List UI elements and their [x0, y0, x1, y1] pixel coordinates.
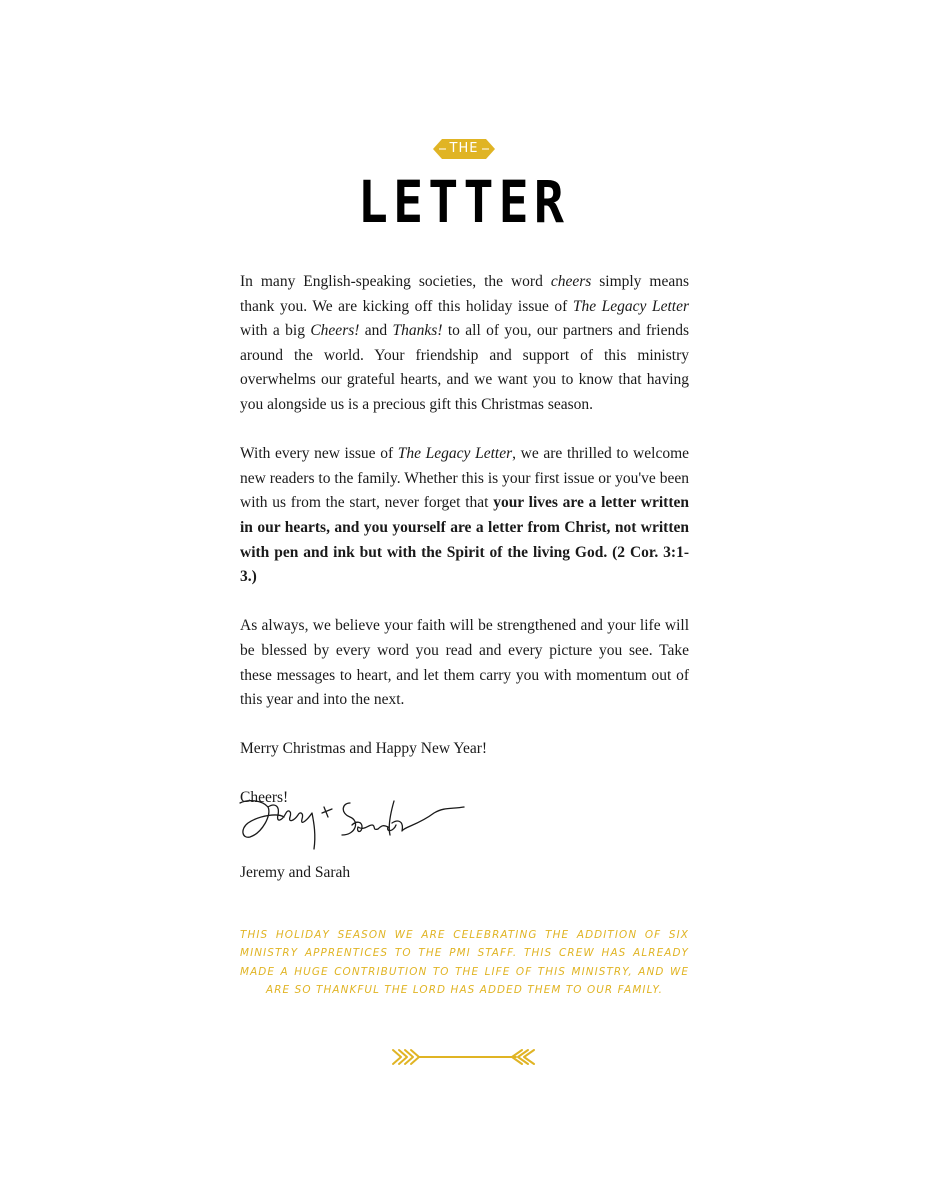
closing-line: Cheers! — [240, 789, 289, 807]
paragraph-2: With every new issue of The Legacy Letter, we are thrilled to welcome new readers to the family. Whether this is your first issue or you've been with us from the start, never forget that your lives are a letter written in our hearts, and you yourself are a letter from Christ, not written with pen and ink but with the Spirit of the living God. (2 Cor. 3:1-3.) — [240, 445, 690, 586]
page-title: LETTER — [357, 168, 570, 236]
paragraph-greeting: Merry Christmas and Happy New Year! — [240, 740, 488, 758]
the-badge — [433, 138, 495, 160]
paragraph-3: As always, we believe your faith will be strengthened and your life will be blessed by every word you read and every picture you see. Take these messages to heart, and let them carry you with momentum out of this year and into the next. — [240, 617, 689, 709]
paragraph-1: In many English-speaking societies, the word cheers simply means thank you. We are kicking off this holiday issue of The Legacy Letter with a big Cheers! and Thanks! to all of you, our partners and friends around the world. Your friendship and support of this ministry overwhelms our grateful hearts, and we want you to know that having you alongside us is a precious gift this Christmas season. — [240, 273, 689, 413]
signed-name: Jeremy and Sarah — [240, 864, 351, 881]
caption: THIS HOLIDAY SEASON WE ARE CELEBRATING THE ADDITION OF SIX MINISTRY APPRENTICES TO THE PMI STAFF. THIS CREW HAS ALREADY MADE A HUGE CONTRIBUTION TO THE LIFE OF THIS MINISTRY, AND WE ARE SO THANKFUL THE LORD HAS ADDED THEM TO OUR FAMILY. — [240, 929, 689, 997]
handwritten-signature — [238, 795, 470, 857]
arrow-divider-icon — [390, 1046, 538, 1068]
letter-body — [240, 270, 689, 836]
badge-label: THE — [449, 141, 479, 156]
